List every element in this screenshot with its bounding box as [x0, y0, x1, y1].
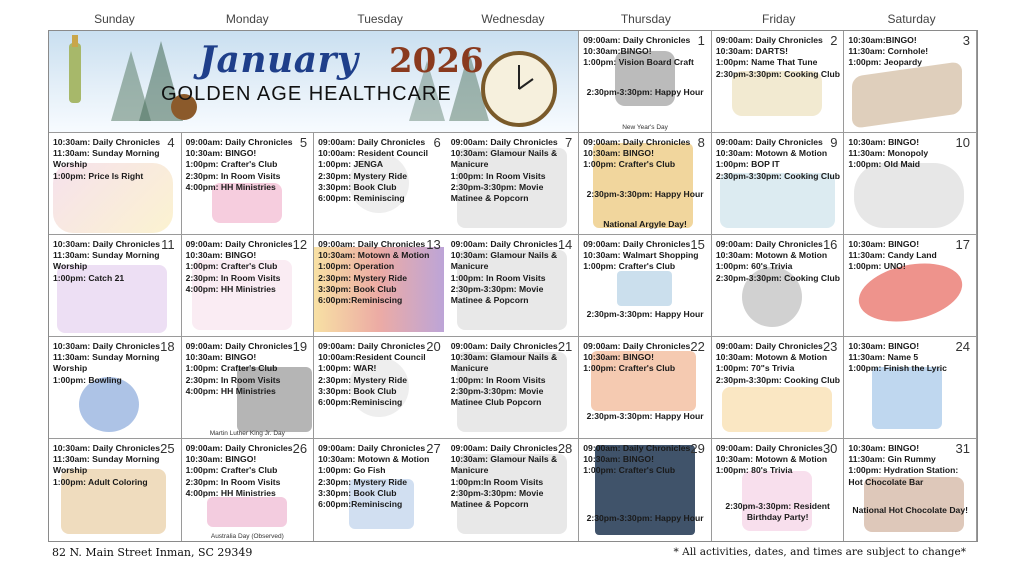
- day-events: [49, 133, 181, 182]
- event-item: 09:00am: Daily Chronicles: [450, 341, 558, 351]
- event-item: 1:00pm: Crafter's Club: [185, 363, 278, 374]
- day-cell-4[interactable]: [49, 133, 182, 235]
- event-item: 6:00pm:Reminiscing: [318, 397, 403, 408]
- day-cell-26[interactable]: [182, 439, 315, 541]
- event-item: 11:30am: Name 5: [848, 352, 919, 363]
- event-item: 10:30am: Motown & Motion: [715, 454, 828, 465]
- day-events: [314, 133, 447, 204]
- event-item: 1:00pm: 60's Trivia: [715, 261, 793, 272]
- event-item: 1:00pm: Crafter's Club: [583, 465, 676, 476]
- event-item: 10:30am: Motown & Motion: [715, 148, 828, 159]
- day-cell-18[interactable]: [49, 337, 182, 439]
- event-item: 6:00pm:Reminiscing: [318, 499, 403, 510]
- event-item: 6:00pm: Reminiscing: [318, 193, 405, 204]
- event-item: 1:00pm: Bowling: [53, 374, 122, 385]
- day-events: [579, 31, 711, 69]
- day-number: 28: [557, 441, 573, 456]
- day-cell-13[interactable]: [314, 235, 447, 337]
- event-item: 2:30pm: In Room Visits: [185, 374, 281, 385]
- shopping-cart-image: [617, 271, 672, 306]
- event-item: 11:30am: Sunday Morning Worship: [53, 454, 160, 476]
- day-number: 3: [962, 33, 970, 48]
- day-cell-9[interactable]: [712, 133, 845, 235]
- event-item: 10:30am: Daily Chronicles: [53, 137, 160, 147]
- day-cell-11[interactable]: [49, 235, 182, 337]
- day-number: 29: [690, 441, 705, 456]
- day-number: 15: [690, 237, 705, 252]
- day-cell-7[interactable]: [447, 133, 580, 235]
- event-item: 09:00am: Daily Chronicles: [450, 137, 558, 147]
- event-item: 1:00pm:In Room Visits: [450, 476, 544, 487]
- event-item: 2:30pm-3:30pm: Cooking Club: [715, 272, 840, 283]
- event-item: 10:30am: Daily Chronicles: [53, 239, 160, 249]
- event-item: 09:00am: Daily Chronicles: [715, 443, 823, 453]
- day-number: 20: [426, 339, 441, 354]
- day-number: 4: [167, 135, 175, 150]
- day-number: 31: [955, 441, 970, 456]
- event-item: 3:30pm: Book Club: [318, 283, 397, 294]
- event-item: 09:00am: Daily Chronicles: [450, 239, 558, 249]
- day-number: 19: [292, 339, 308, 354]
- event-item: 09:00am: Daily Chronicles: [583, 239, 691, 249]
- day-cell-22[interactable]: [579, 337, 712, 439]
- event-item: 2:30pm-3:30pm: Happy Hour: [586, 309, 704, 319]
- event-item: 10:30am: BINGO!: [185, 250, 257, 261]
- event-item: 10:30am: Glamour Nails & Manicure: [450, 250, 558, 272]
- event-item: 11:30am: Sunday Morning Worship: [53, 148, 160, 170]
- event-item: 1:00pm: Crafter's Club: [583, 159, 676, 170]
- event-item: 1:00pm: Price Is Right: [53, 170, 144, 181]
- event-item: 09:00am: Daily Chronicles: [318, 239, 426, 249]
- event-item: 09:00am: Daily Chronicles: [185, 137, 293, 147]
- weekday-thursday: Thursday: [620, 12, 671, 26]
- event-item: 1:00pm: Name That Tune: [715, 57, 818, 68]
- event-item: 2:30pm: Mystery Ride: [318, 374, 407, 385]
- event-item: 10:30am: BINGO!: [583, 352, 654, 363]
- day-cell-10[interactable]: [844, 133, 977, 235]
- event-item: 2:30pm-3:30pm: Movie Matinee Club Popcorn: [450, 385, 544, 408]
- event-item: 11:30am: Gin Rummy: [848, 454, 936, 465]
- day-number: 5: [299, 135, 308, 150]
- event-item: 09:00am: Daily Chronicles: [715, 341, 823, 351]
- day-cell-2[interactable]: [712, 31, 845, 133]
- event-item: 10:30am: Motown & Motion: [715, 352, 828, 363]
- cornhole-board-image: [852, 61, 962, 128]
- day-cell-8[interactable]: [579, 133, 712, 235]
- event-item: 1:00pm: BOP IT: [715, 159, 780, 170]
- event-item: 10:30am: Daily Chronicles: [53, 341, 160, 351]
- event-item: 10:30am: BINGO!: [185, 148, 257, 159]
- event-item: 10:30am: BINGO!: [848, 443, 920, 453]
- day-number: 30: [822, 441, 838, 456]
- day-number: 10: [955, 135, 970, 150]
- event-item: 2:30pm-3:30pm: Happy Hour: [586, 513, 704, 523]
- event-item: 10:00am:Resident Council: [318, 352, 426, 363]
- trivia-kids-image: [722, 387, 832, 432]
- event-item: 10:30am: DARTS!: [715, 46, 788, 57]
- event-item: 09:00am: Daily Chronicles: [185, 239, 293, 249]
- event-item: 10:30am: Motown & Motion: [318, 454, 430, 465]
- event-item: 1:00pm: WAR!: [318, 363, 377, 374]
- event-item: 10:30am:BINGO!: [583, 46, 652, 57]
- event-item: 09:00am: Daily Chronicles: [583, 443, 691, 453]
- day-number: 9: [830, 135, 838, 150]
- day-cell-12[interactable]: [182, 235, 315, 337]
- day-cell-21[interactable]: [447, 337, 580, 439]
- day-number: 8: [697, 135, 705, 150]
- event-item: 4:00pm: HH Ministries: [185, 283, 276, 294]
- event-item: 10:30am: BINGO!: [185, 352, 257, 363]
- event-item: 2:30pm-3:30pm: Happy Hour: [586, 189, 704, 199]
- craft-time-image: [207, 497, 287, 527]
- event-item: 1:00pm: Old Maid: [848, 159, 921, 170]
- facility-address: 82 N. Main Street Inman, SC 29349: [52, 546, 253, 559]
- monopoly-image: [854, 163, 964, 228]
- event-item: 1:00pm: Crafter's Club: [185, 261, 278, 272]
- weekday-tuesday: Tuesday: [357, 12, 403, 26]
- event-item: 10:30am: Glamour Nails & Manicure: [450, 148, 558, 170]
- day-cell-14[interactable]: [447, 235, 580, 337]
- day-cell-23[interactable]: [712, 337, 845, 439]
- day-number: 26: [292, 441, 308, 456]
- day-cell-3[interactable]: [844, 31, 977, 133]
- day-number: 23: [822, 339, 838, 354]
- event-item: 2:30pm: Mystery Ride: [318, 476, 407, 487]
- day-events: [712, 133, 844, 182]
- holiday-caption: Australia Day (Observed): [210, 533, 284, 540]
- event-item: National Hot Chocolate Day!: [852, 505, 968, 515]
- event-item: 10:30am:BINGO!: [848, 35, 917, 45]
- day-cell-5[interactable]: [182, 133, 315, 235]
- event-item: 10:30am: Walmart Shopping: [583, 250, 699, 261]
- event-item: 09:00am: Daily Chronicles: [318, 443, 426, 453]
- day-cell-1[interactable]: [579, 31, 712, 133]
- event-item: 09:00am: Daily Chronicles: [318, 137, 426, 147]
- event-item: 09:00am: Daily Chronicles: [715, 137, 823, 147]
- weekday-wednesday: Wednesday: [481, 12, 545, 26]
- event-item: 2:30pm-3:30pm: Movie Matinee & Popcorn: [450, 181, 544, 204]
- event-item: 1:00pm: Catch 21: [53, 272, 125, 283]
- day-cell-28[interactable]: [447, 439, 580, 541]
- event-item: 09:00am: Daily Chronicles: [318, 341, 426, 351]
- event-item: 4:00pm: HH Ministries: [185, 181, 276, 192]
- event-item: 11:30am: Sunday Morning Worship: [53, 352, 160, 374]
- event-item: 09:00am: Daily Chronicles: [185, 341, 293, 351]
- facility-name: GOLDEN AGE HEALTHCARE: [161, 83, 452, 105]
- day-number: 13: [426, 237, 441, 252]
- event-item: 3:30pm: Book Club: [318, 385, 397, 396]
- event-item: 1:00pm: Operation: [318, 261, 395, 272]
- event-item: 10:30am: Glamour Nails & Manicure: [450, 352, 558, 374]
- weekday-monday: Monday: [225, 12, 269, 26]
- day-cell-24[interactable]: [844, 337, 977, 439]
- day-cell-17[interactable]: [844, 235, 977, 337]
- event-item: 11:30am: Sunday Morning Worship: [53, 250, 160, 272]
- event-item: 1:00pm: Crafter's Club: [185, 465, 278, 476]
- day-events: [447, 133, 579, 204]
- day-number: 25: [160, 441, 175, 456]
- event-item: 10:30am: BINGO!: [185, 454, 257, 465]
- event-item: 10:00am: Resident Council: [318, 148, 428, 159]
- event-item: 1:00pm: Go Fish: [318, 465, 386, 476]
- event-item: 11:30am: Cornhole!: [848, 46, 929, 57]
- event-item: 11:30am: Monopoly: [848, 148, 929, 159]
- event-item: 09:00am: Daily Chronicles: [450, 443, 558, 453]
- event-item: 1:00pm: Adult Coloring: [53, 476, 148, 487]
- event-item: 10:30am: BINGO!: [848, 239, 920, 249]
- event-item: 09:00am: Daily Chronicles: [583, 35, 691, 45]
- day-cell-27[interactable]: [314, 439, 447, 541]
- holiday-caption: New Year's Day: [622, 124, 668, 131]
- day-cell-19[interactable]: [182, 337, 315, 439]
- event-item: 2:30pm-3:30pm: Cooking Club: [715, 170, 840, 181]
- event-item: 1:00pm: Jeopardy: [848, 57, 922, 68]
- day-number: 27: [426, 441, 441, 456]
- event-item: 10:30am: BINGO!: [583, 148, 654, 159]
- weekday-saturday: Saturday: [887, 12, 936, 26]
- event-item: 1:00pm: Crafter's Club: [583, 363, 676, 374]
- day-events: [712, 31, 844, 80]
- event-item: 1:00pm: Vision Board Craft: [583, 57, 694, 68]
- event-item: 09:00am: Daily Chronicles: [715, 35, 823, 45]
- event-item: 1:00pm: Hydration Station: Hot Chocolate Bar: [848, 465, 959, 487]
- event-item: 09:00am: Daily Chronicles: [185, 443, 293, 453]
- event-item: 10:30am: BINGO!: [848, 137, 920, 147]
- event-item: 2:30pm: In Room Visits: [185, 272, 281, 283]
- event-item: 2:30pm-3:30pm: Happy Hour: [586, 87, 704, 97]
- event-item: 1:00pm: 80's Trivia: [715, 465, 793, 476]
- day-number: 24: [955, 339, 970, 354]
- event-item: 1:00pm: In Room Visits: [450, 272, 546, 283]
- month-banner: [49, 31, 579, 133]
- event-item: 6:00pm:Reminiscing: [318, 295, 403, 306]
- event-item: 1:00pm: Finish the Lyric: [848, 363, 947, 374]
- event-item: 1:00pm: 70"s Trivia: [715, 363, 795, 374]
- disclaimer-text: * All activities, dates, and times are subject to change*: [673, 546, 966, 558]
- day-number: 12: [292, 237, 308, 252]
- calendar-grid: [48, 30, 978, 542]
- event-item: 3:30pm: Book Club: [318, 181, 397, 192]
- day-number: 22: [690, 339, 705, 354]
- event-item: 2:30pm-3:30pm: Happy Hour: [586, 411, 704, 421]
- day-events: [182, 133, 314, 193]
- day-number: 16: [822, 237, 838, 252]
- event-item: 2:30pm-3:30pm: Cooking Club: [715, 374, 840, 385]
- banner-month: January: [199, 39, 359, 81]
- event-item: 11:30am: Candy Land: [848, 250, 937, 261]
- banner-year: 2026: [389, 41, 484, 81]
- day-number: 18: [160, 339, 175, 354]
- day-number: 21: [557, 339, 573, 354]
- day-cell-16[interactable]: [712, 235, 845, 337]
- weekday-header-row: [48, 12, 978, 30]
- event-item: 10:30am: Motown & Motion: [318, 250, 430, 261]
- event-item: 2:30pm: Mystery Ride: [318, 170, 407, 181]
- event-item: 2:30pm-3:30pm: Resident Birthday Party!: [725, 501, 830, 523]
- day-cell-15[interactable]: [579, 235, 712, 337]
- event-item: 1:00pm: JENGA: [318, 159, 384, 170]
- event-item: 2:30pm: In Room Visits: [185, 476, 281, 487]
- event-item: 2:30pm-3:30pm: Cooking Club: [715, 68, 840, 79]
- day-cell-30[interactable]: [712, 439, 845, 541]
- day-number: 17: [955, 237, 970, 252]
- event-item: 10:30am: BINGO!: [848, 341, 920, 351]
- day-number: 11: [161, 237, 175, 252]
- event-item: 09:00am: Daily Chronicles: [715, 239, 823, 249]
- day-cell-25[interactable]: [49, 439, 182, 541]
- day-number: 6: [433, 135, 441, 150]
- holiday-caption: Martin Luther King Jr. Day: [209, 430, 285, 437]
- event-item: National Argyle Day!: [603, 219, 687, 229]
- event-item: 09:00am: Daily Chronicles: [583, 341, 691, 351]
- day-cell-31[interactable]: [844, 439, 977, 541]
- day-number: 2: [830, 33, 838, 48]
- day-number: 7: [565, 135, 573, 150]
- event-item: 3:30pm: Book Club: [318, 487, 397, 498]
- day-number: 14: [557, 237, 573, 252]
- day-cell-29[interactable]: [579, 439, 712, 541]
- event-item: 2:30pm: Mystery Ride: [318, 272, 407, 283]
- day-number: 1: [697, 33, 705, 48]
- event-item: 2:30pm-3:30pm: Movie Matinee & Popcorn: [450, 283, 544, 306]
- day-cell-6[interactable]: [314, 133, 447, 235]
- name-5-game-image: [872, 367, 942, 429]
- event-item: 1:00pm: In Room Visits: [450, 170, 546, 181]
- event-item: 1:00pm: Crafter's Club: [583, 261, 676, 272]
- event-item: 4:00pm: HH Ministries: [185, 487, 276, 498]
- weekday-friday: Friday: [762, 12, 796, 26]
- weekday-sunday: Sunday: [94, 12, 135, 26]
- event-item: 10:30am: Daily Chronicles: [53, 443, 160, 453]
- event-item: 10:30am: BINGO!: [583, 454, 654, 465]
- day-events: [579, 133, 711, 171]
- event-item: 1:00pm: In Room Visits: [450, 374, 546, 385]
- day-cell-20[interactable]: [314, 337, 447, 439]
- event-item: 4:00pm: HH Ministries: [185, 385, 276, 396]
- event-item: 2:30pm-3:30pm: Movie Matinee & Popcorn: [450, 487, 544, 510]
- event-item: 1:00pm: UNO!: [848, 261, 906, 272]
- event-item: 10:30am: Glamour Nails & Manicure: [450, 454, 558, 476]
- event-item: 2:30pm: In Room Visits: [185, 170, 281, 181]
- event-item: 10:30am: Motown & Motion: [715, 250, 828, 261]
- event-item: 1:00pm: Crafter's Club: [185, 159, 278, 170]
- event-item: 09:00am: Daily Chronicles: [583, 137, 691, 147]
- day-events: [844, 31, 976, 69]
